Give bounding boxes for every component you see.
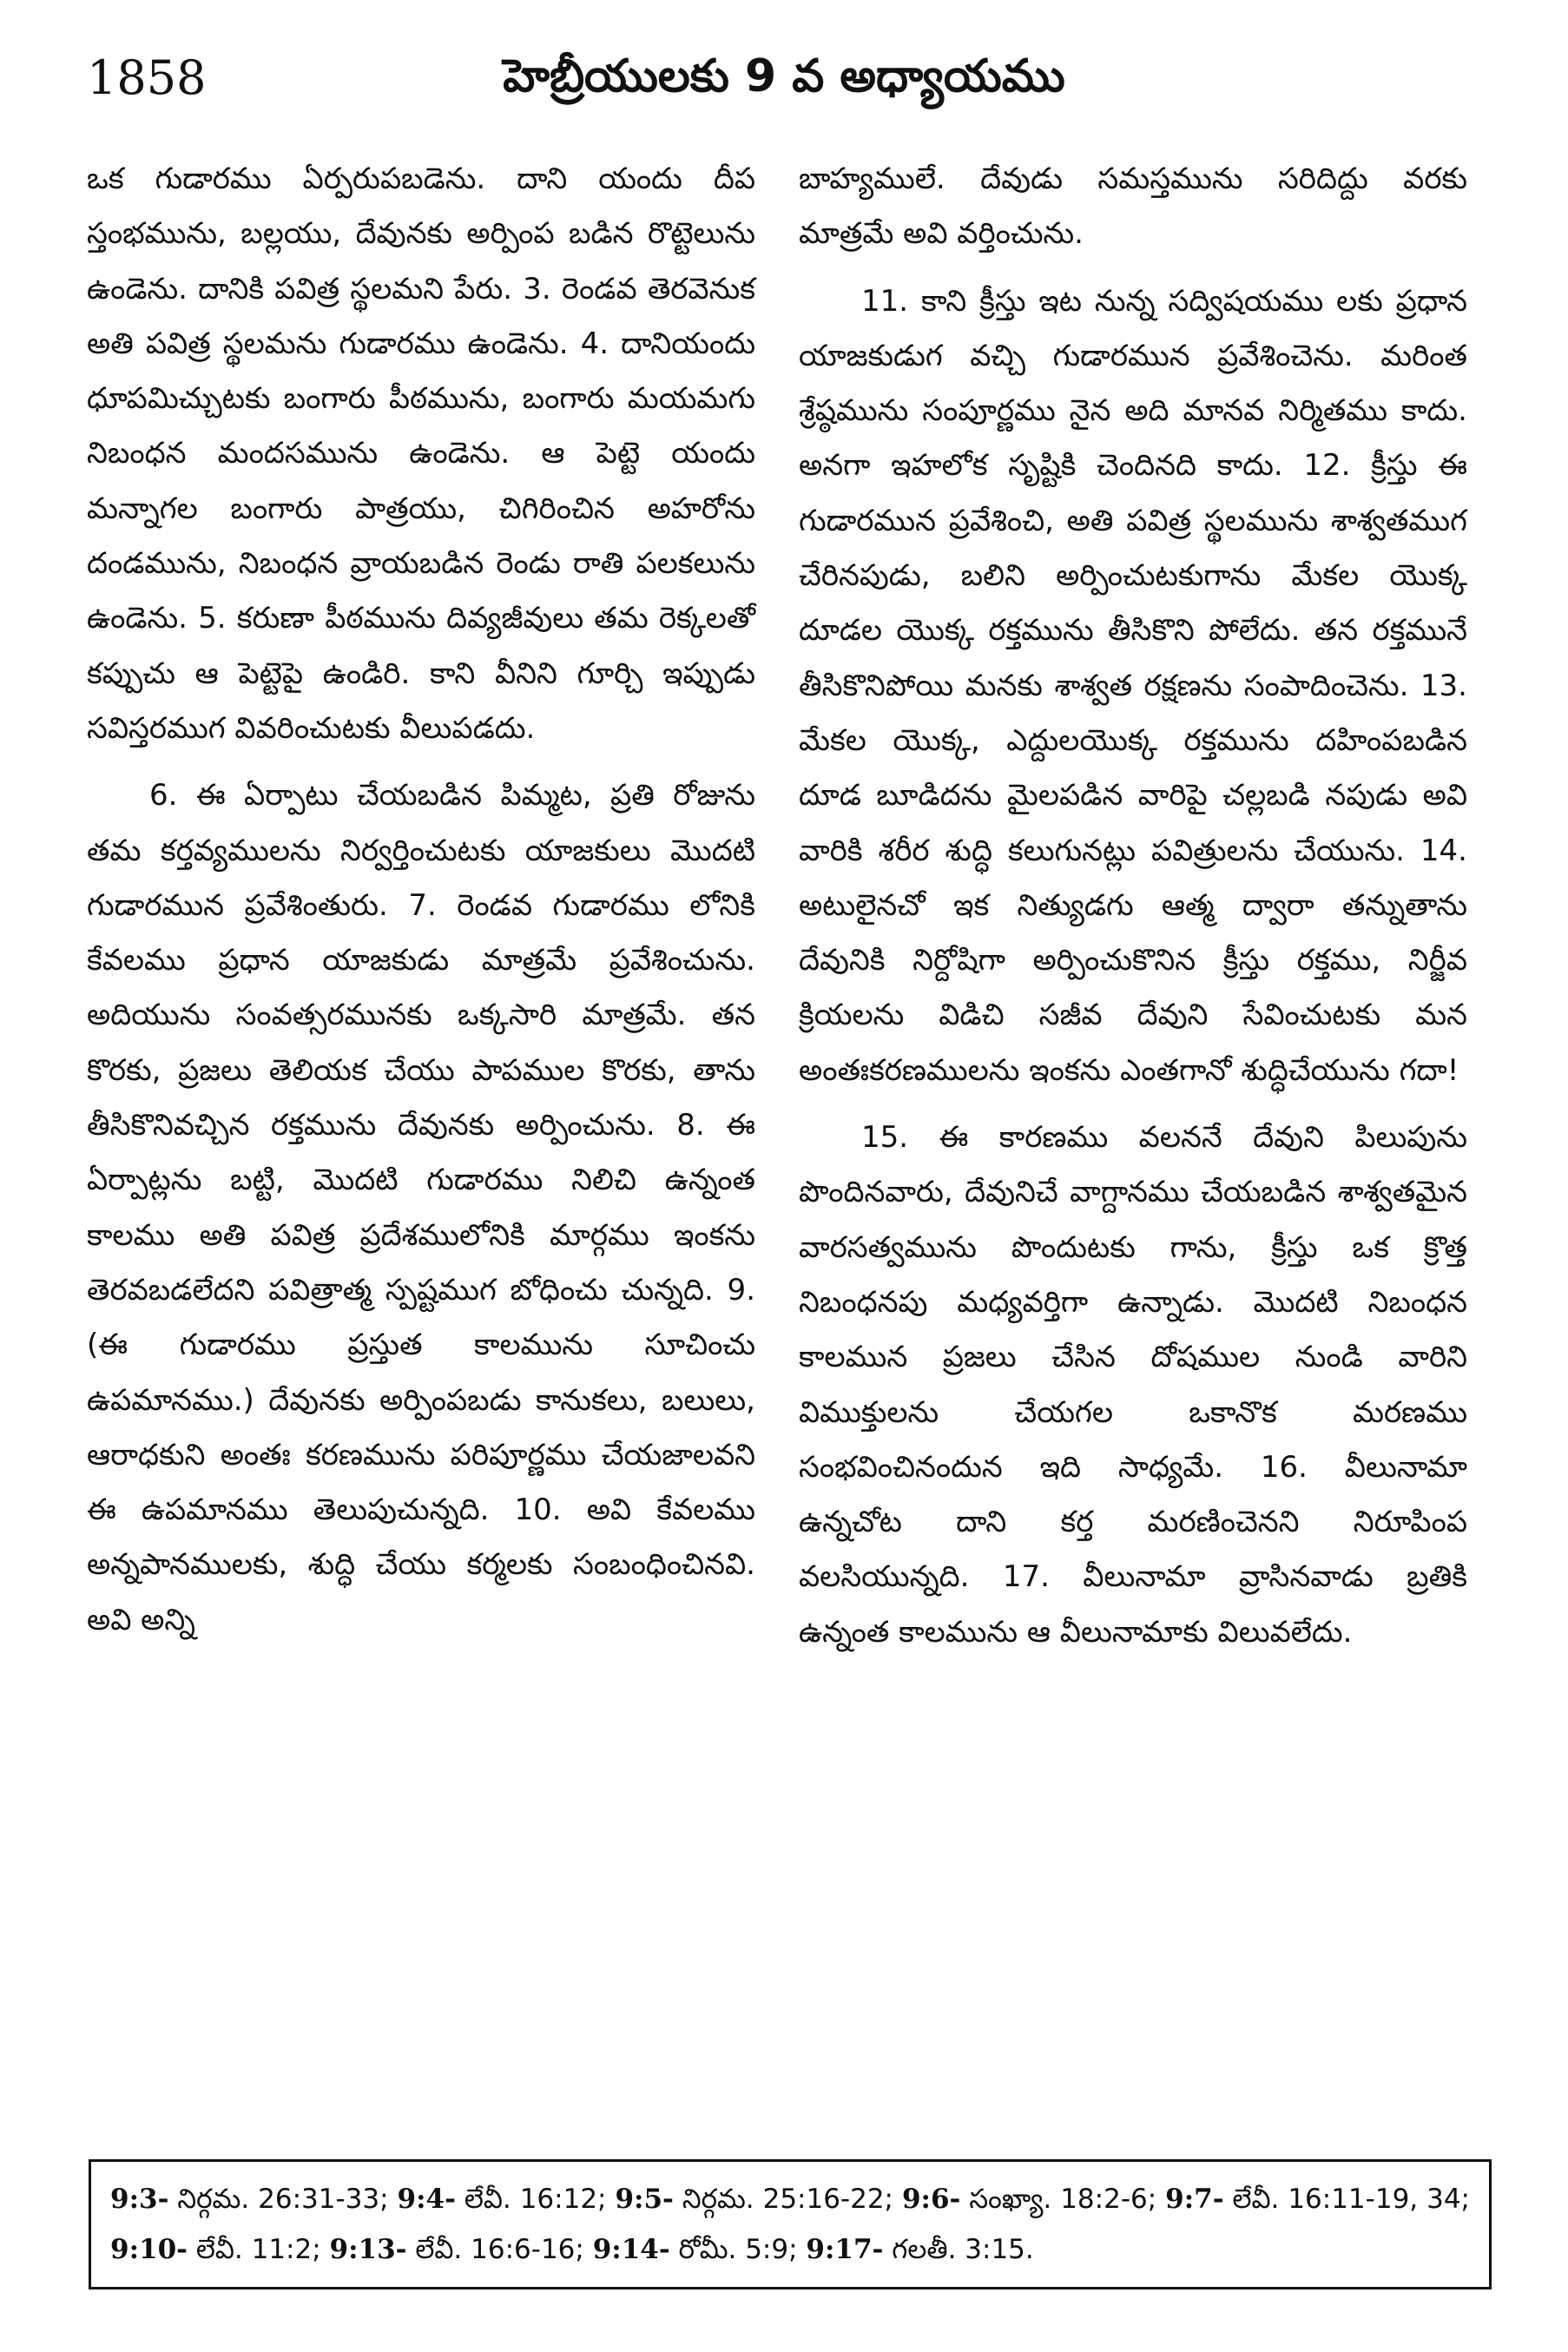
footnote-ref: 9:17- — [806, 2234, 884, 2265]
footnote-ref: 9:13- — [329, 2234, 407, 2265]
paragraph: 15. ఈ కారణము వలననే దేవుని పిలుపును పొందినవారు, దేవునిచే వాగ్దానము చేయబడిన శాశ్వతమైన వారసత్వమును పొందుటకు గాను, క్రీస్తు ఒక క్రొత్త నిబంధనపు మధ్యవర్తిగా ఉన్నాడు. మొదటి నిబంధన కాలమున ప్రజలు చేసిన దోషముల నుండి వారిని విముక్తులను చేయగల ఒకానొక మరణము సంభవించినందున ఇది సాధ్యమే. 16. వీలునామా ఉన్నచోట దాని కర్త మరణించెనని నిరూపింప వలసియున్నది. 17. వీలునామా వ్రాసినవాడు బ్రతికి ఉన్నంత కాలమును ఆ వీలునామాకు విలువలేదు. — [799, 1120, 1467, 1650]
text-columns — [87, 152, 1493, 2158]
left-column — [87, 152, 755, 1660]
footnote-text: లేవీ. 16:6-16; — [406, 2234, 593, 2265]
footnote-text: నిర్గమ. 25:16-22; — [673, 2184, 902, 2215]
chapter-title: హెబ్రీయులకు 9 వ అధ్యాయము — [503, 50, 1065, 102]
footnote-text: గలతీ. 3:15. — [883, 2234, 1034, 2265]
footnote-ref: 9:7- — [1165, 2184, 1224, 2215]
paragraph: ఒక గుడారము ఏర్పరుపబడెను. దాని యందు దీప స్తంభమును, బల్లయు, దేవునకు అర్పింప బడిన రొట్టెలును ఉండెను. దానికి పవిత్ర స్థలమని పేరు. 3. రెండవ తెరవెనుక అతి పవిత్ర స్థలమను గుడారము ఉండెను. 4. దానియందు ధూపమిచ్చుటకు బంగారు పీఠమును, బంగారు మయమగు నిబంధన మందసమును ఉండెను. ఆ పెట్టె యందు మన్నాగల బంగారు పాత్రయు, చిగిరించిన అహరోను దండమును, నిబంధన వ్రాయబడిన రెండు రాతి పలకలును ఉండెను. 5. కరుణా పీఠమును దివ్యజీవులు తమ రెక్కలతో కప్పుచు ఆ పెట్టెపై ఉండిరి. కాని వీనిని గూర్చి ఇప్పుడు సవిస్తరముగ వివరించుటకు వీలుపడదు. — [87, 161, 755, 746]
footnote-text: నిర్గమ. 26:31-33; — [168, 2184, 398, 2215]
paragraph: 11. కాని క్రీస్తు ఇట నున్న సద్విషయము లకు ప్రధాన యాజకుడుగ వచ్చి గుడారమున ప్రవేశించెను. మరింత శ్రేష్ఠమును సంపూర్ణము నైన అది మానవ నిర్మితము కాదు. అనగా ఇహలోక సృష్టికి చెందినది కాదు. 12. క్రీస్తు ఈ గుడారమున ప్రవేశించి, అతి పవిత్ర స్థలమును శాశ్వతముగ చేరినపుడు, బలిని అర్పించుటకుగాను మేకల యొక్క దూడల యొక్క రక్తమును తీసికొని పోలేదు. తన రక్తమునే తీసికొనిపోయి మనకు శాశ్వత రక్షణను సంపాదించెను. 13. మేకల యొక్క, ఎద్దులయొక్క రక్తమును దహింపబడిన దూడ బూడిదను మైలపడిన వారిపై చల్లబడి నపుడు అవి వారికి శరీర శుద్ధి కలుగునట్లు పవిత్రులను చేయును. 14. అటులైనచో ఇక నిత్యుడగు ఆత్మ ద్వారా తన్నుతాను దేవునికి నిర్దోషిగా అర్పించుకొనిన క్రీస్తు రక్తము, నిర్జీవ క్రియలను విడిచి సజీవ దేవుని సేవించుటకు మన అంతఃకరణములను ఇంకను ఎంతగానో శుద్ధిచేయును గదా! — [799, 283, 1467, 1088]
paragraph: బాహ్యములే. దేవుడు సమస్తమును సరిదిద్దు వరకు మాత్రమే అవి వర్తించును. — [799, 161, 1467, 252]
footnote-ref: 9:6- — [901, 2184, 961, 2215]
footnote-ref: 9:10- — [110, 2234, 188, 2265]
footnote-text: సంఖ్యా. 18:2-6; — [960, 2184, 1166, 2215]
footnote-text: లేవీ. 16:11-19, 34; — [1223, 2184, 1470, 2215]
cross-references-box — [89, 2159, 1492, 2289]
page-header — [87, 43, 1481, 148]
paragraph: 6. ఈ ఏర్పాటు చేయబడిన పిమ్మట, ప్రతి రోజును తమ కర్తవ్యములను నిర్వర్తించుటకు యాజకులు మొదటి గుడారమున ప్రవేశింతురు. 7. రెండవ గుడారము లోనికి కేవలము ప్రధాన యాజకుడు మాత్రమే ప్రవేశించును. అదియును సంవత్సరమునకు ఒక్కసారి మాత్రమే. తన కొరకు, ప్రజలు తెలియక చేయు పాపముల కొరకు, తాను తీసికొనివచ్చిన రక్తమును దేవునకు అర్పించును. 8. ఈ ఏర్పాట్లను బట్టి, మొదటి గుడారము నిలిచి ఉన్నంత కాలము అతి పవిత్ర ప్రదేశములోనికి మార్గము ఇంకను తెరవబడలేదని పవిత్రాత్మ స్పష్టముగ బోధించు చున్నది. 9. (ఈ గుడారము ప్రస్తుత కాలమును సూచించు ఉపమానము.) దేవునకు అర్పింపబడు కానుకలు, బలులు, ఆరాధకుని అంతః కరణమును పరిపూర్ణము చేయజాలవని ఈ ఉపమానము తెలుపుచున్నది. 10. అవి కేవలము అన్నపానములకు, శుద్ధి చేయు కర్మలకు సంబంధించినవి. అవి అన్ని — [87, 778, 755, 1637]
footnote-ref: 9:4- — [397, 2184, 456, 2215]
footnote-text: లేవీ. 11:2; — [188, 2234, 330, 2265]
footnote-text: రోమీ. 5:9; — [669, 2234, 807, 2265]
footnote-text: లేవీ. 16:12; — [455, 2184, 616, 2215]
right-column — [799, 152, 1467, 1672]
page-number: 1858 — [87, 50, 207, 105]
footnote-ref: 9:14- — [592, 2234, 670, 2265]
footnote-ref: 9:5- — [615, 2184, 674, 2215]
footnote-ref: 9:3- — [110, 2184, 169, 2215]
